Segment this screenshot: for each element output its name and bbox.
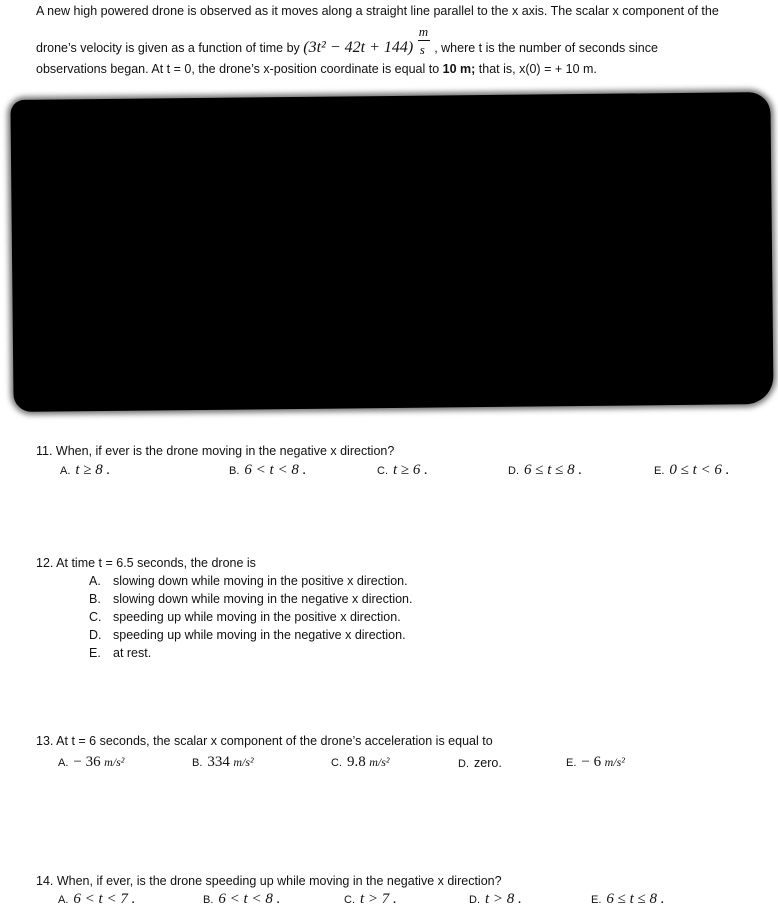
option-value: 6 < t < 7 . xyxy=(73,891,136,907)
option-label: B. xyxy=(89,592,101,606)
intro-line-2-text: drone’s velocity is given as a function of time by xyxy=(36,41,300,55)
unit-fraction-bar xyxy=(418,40,430,41)
option-label: C. xyxy=(89,610,102,624)
option-value: − 6 xyxy=(581,754,602,770)
q14-option-d[interactable] xyxy=(469,891,522,908)
intro-line-1: A new high powered drone is observed as it moves along a straight line parallel to the x axis. The scalar x component of the xyxy=(36,4,719,18)
option-value: 6 ≤ t ≤ 8 . xyxy=(606,891,665,907)
option-label: A. xyxy=(89,574,101,588)
option-value: t ≥ 6 . xyxy=(393,462,428,478)
q14-option-b[interactable] xyxy=(203,891,280,908)
option-label: D. xyxy=(458,758,469,770)
option-value: t ≥ 8 . xyxy=(75,462,111,478)
q13-option-c[interactable] xyxy=(331,754,390,771)
q12-option-e[interactable] xyxy=(89,646,151,660)
option-label: E. xyxy=(89,646,101,660)
q11-option-d[interactable] xyxy=(508,462,582,479)
q12-option-a[interactable] xyxy=(89,574,408,588)
unit-numerator: m xyxy=(418,24,429,39)
intro-line-3-text: observations began. At t = 0, the drone’s x-position coordinate is equal to xyxy=(36,62,443,76)
q11-option-b[interactable] xyxy=(229,462,306,479)
option-value: slowing down while moving in the negative x direction. xyxy=(113,592,413,606)
q14-option-a[interactable] xyxy=(58,891,135,908)
option-value: at rest. xyxy=(113,646,152,660)
q12-text: 12. At time t = 6.5 seconds, the drone is xyxy=(36,556,256,570)
option-label: C. xyxy=(331,757,342,769)
option-label: A. xyxy=(58,757,69,769)
option-value: 334 xyxy=(207,754,230,770)
option-label: B. xyxy=(203,894,214,906)
option-label: E. xyxy=(654,465,665,477)
option-value: 9.8 xyxy=(347,754,366,770)
q11-option-c[interactable] xyxy=(377,462,428,479)
option-value: t > 7 . xyxy=(360,891,397,907)
option-value: zero. xyxy=(474,756,502,770)
intro-line-2 xyxy=(36,24,658,58)
option-unit: m/s² xyxy=(104,755,125,769)
option-value: speeding up while moving in the negative x direction. xyxy=(113,628,406,642)
option-label: C. xyxy=(377,465,388,477)
option-value: slowing down while moving in the positive x direction. xyxy=(113,574,408,588)
redaction-block xyxy=(10,92,773,412)
option-unit: m/s² xyxy=(233,755,254,769)
option-value: 6 ≤ t ≤ 8 . xyxy=(524,462,583,478)
intro-line-3-end: that is, x(0) = + 10 m. xyxy=(475,62,597,76)
q14-option-e[interactable] xyxy=(591,891,665,908)
q13-text: 13. At t = 6 seconds, the scalar x component of the drone’s acceleration is equal to xyxy=(36,734,493,748)
option-label: B. xyxy=(229,465,240,477)
q13-option-b[interactable] xyxy=(192,754,254,771)
option-value: 6 < t < 8 . xyxy=(218,891,281,907)
intro-line-2-end: , where t is the number of seconds since xyxy=(434,41,658,55)
intro-line-3 xyxy=(36,62,597,76)
option-value: speeding up while moving in the positive x direction. xyxy=(113,610,401,624)
option-label: E. xyxy=(591,894,602,906)
velocity-expression: (3t² − 42t + 144) xyxy=(303,39,414,56)
option-label: C. xyxy=(344,894,355,906)
option-label: E. xyxy=(566,757,577,769)
option-label: D. xyxy=(469,894,480,906)
option-label: B. xyxy=(192,757,203,769)
q12-option-b[interactable] xyxy=(89,592,412,606)
q12-option-c[interactable] xyxy=(89,610,401,624)
q13-option-a[interactable] xyxy=(58,754,124,771)
option-label: D. xyxy=(89,628,102,642)
q11-text: 11. When, if ever is the drone moving in the negative x direction? xyxy=(36,444,395,458)
q13-option-d[interactable] xyxy=(458,756,502,770)
option-value: 6 < t < 8 . xyxy=(244,462,307,478)
q11-option-e[interactable] xyxy=(654,462,729,479)
option-value: − 36 xyxy=(73,754,101,770)
option-unit: m/s² xyxy=(604,755,625,769)
velocity-unit xyxy=(417,24,431,58)
option-label: A. xyxy=(60,465,71,477)
option-value: 0 ≤ t < 6 . xyxy=(669,462,730,478)
q11-option-a[interactable] xyxy=(60,462,110,479)
option-label: D. xyxy=(508,465,519,477)
option-value: t > 8 . xyxy=(485,891,522,907)
initial-position: 10 m; xyxy=(442,62,476,76)
q14-option-c[interactable] xyxy=(344,891,397,908)
option-unit: m/s² xyxy=(369,755,390,769)
q12-option-d[interactable] xyxy=(89,628,406,642)
option-label: A. xyxy=(58,894,69,906)
unit-denominator: s xyxy=(419,42,425,57)
q13-option-e[interactable] xyxy=(566,754,625,771)
q14-text: 14. When, if ever, is the drone speeding up while moving in the negative x direction? xyxy=(36,874,502,888)
